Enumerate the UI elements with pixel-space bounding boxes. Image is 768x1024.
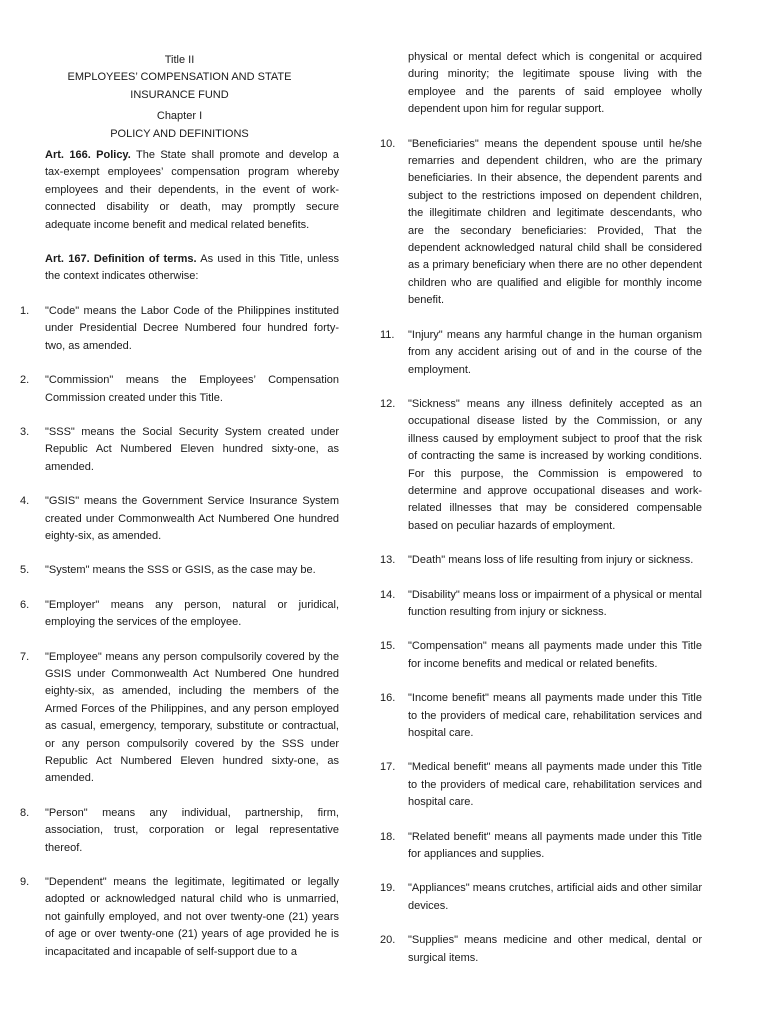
item-number: 13.	[380, 554, 396, 567]
item-number: 10.	[380, 137, 396, 150]
title-subtitle: EMPLOYEES’ COMPENSATION AND STATE INSURANCE FUND	[67, 71, 292, 101]
item-text: "Code" means the Labor Code of the Philippines instituted under Presidential Decree Numbered four hundred forty-two, as amended.	[45, 304, 339, 352]
item-number: 1.	[20, 304, 30, 317]
item-number: 3.	[20, 425, 30, 438]
definition-item	[380, 136, 702, 310]
item-text: "Compensation" means all payments made under this Title for income benefits and medical or related benefits.	[408, 640, 702, 670]
chapter-heading: Chapter I	[156, 110, 203, 123]
definition-item	[20, 597, 339, 632]
definition-item	[380, 638, 702, 673]
item-text: "SSS" means the Social Security System created under Republic Act Numbered Eleven hundred sixty-one, as amended.	[45, 425, 339, 473]
definition-item	[380, 759, 702, 811]
art-166-text: The State shall promote and develop a tax-exempt employees’ compensation program whereby employees and their dependents, in the event of work-connected disability or death, may promptly secure adequate income benefit and medical related benefits.	[45, 149, 340, 231]
item-text: "Medical benefit" means all payments made under this Title to the providers of medical care, rehabilitation services and hospital care.	[408, 761, 702, 809]
art-167-heading: Art. 167. Definition of terms.	[45, 253, 197, 266]
item-text: "Beneficiaries" means the dependent spouse until he/she remarries and dependent children, who are the primary beneficiaries. In their absence, the dependent parents and subject to the restrictions imposed on dependent children, the illegitimate children and legitimate descendants, who are the secondary beneficiaries: Provided, That the dependent acknowledged natural child shall be considered as a primary beneficiary when there are no other dependent children who are qualified and eligible for monthly income benefit.	[408, 137, 702, 307]
art-166-heading: Art. 166. Policy.	[45, 149, 131, 162]
item-text: "Income benefit" means all payments made under this Title to the providers of medical care, rehabilitation services and hospital care.	[408, 692, 702, 739]
art-167-paragraph	[45, 251, 339, 286]
right-column	[380, 0, 702, 967]
definition-item	[380, 880, 702, 915]
definition-item	[20, 424, 339, 476]
definition-item	[380, 552, 702, 569]
item-text: "Supplies" means medicine and other medical, dental or surgical items.	[408, 934, 702, 964]
definition-item	[380, 690, 702, 742]
definition-item	[380, 587, 702, 622]
definition-item	[20, 493, 339, 545]
item-number: 14.	[380, 588, 396, 601]
item-number: 8.	[20, 806, 30, 819]
item-text: "Related benefit" means all payments made under this Title for appliances and supplies.	[408, 830, 702, 861]
item-number: 18.	[380, 830, 396, 843]
item-number: 4.	[20, 495, 30, 508]
definition-item	[380, 829, 702, 864]
chapter-title: POLICY AND DEFINITIONS	[110, 127, 249, 140]
left-column	[20, 0, 339, 961]
item-number: 17.	[380, 761, 396, 774]
definition-item	[20, 874, 339, 961]
item-text: "Sickness" means any illness definitely accepted as an occupational disease listed by the Commission, or any illness caused by employment subject to proof that the risk of contracting the same is increased by working conditions. For this purpose, the Commission is empowered to determine and approve occupational diseases and work-related illnesses that may be considered compensable based on peculiar hazards of employment.	[408, 397, 702, 532]
item-number: 5.	[20, 564, 30, 577]
item-text: "System" means the SSS or GSIS, as the case may be.	[45, 564, 316, 577]
item-text: "Death" means loss of life resulting from injury or sickness.	[408, 554, 694, 567]
item-text: "GSIS" means the Government Service Insurance System created under Commonwealth Act Numbered One hundred eighty-six, as amended.	[45, 495, 339, 542]
item-number: 19.	[380, 882, 396, 895]
art-166-paragraph	[45, 147, 339, 234]
definition-item	[20, 805, 339, 857]
chapter-block	[20, 108, 339, 143]
item-number: 6.	[20, 598, 30, 611]
item-number: 16.	[380, 692, 396, 705]
item-number: 12.	[380, 397, 396, 410]
item-text: "Employer" means any person, natural or juridical, employing the services of the employee.	[45, 598, 339, 629]
definition-item	[20, 562, 339, 579]
item-number: 7.	[20, 650, 30, 663]
item-number: 20.	[380, 934, 396, 947]
item-text: "Person" means any individual, partnership, firm, association, trust, corporation or legal representative thereof.	[45, 806, 339, 854]
definition-item	[20, 303, 339, 355]
definition-item	[20, 372, 339, 407]
definition-item	[380, 396, 702, 535]
title-heading: Title II	[164, 54, 195, 66]
item-text: "Commission" means the Employees’ Compensation Commission created under this Title.	[45, 374, 339, 404]
art-167-text: As used in this Title, unless the context indicates otherwise:	[45, 253, 339, 283]
item-number: 2.	[20, 374, 30, 387]
title-block	[20, 52, 339, 104]
definition-item	[380, 327, 702, 379]
definition-item	[380, 932, 702, 967]
item-text: "Dependent" means the legitimate, legitimated or legally adopted or acknowledged natural child who is unmarried, not gainfully employed, and not over twenty-one (21) years of age or over twenty-one (21) years of age provided he is incapacitated and incapable of self-support due to a	[45, 876, 339, 958]
item-text: "Disability" means loss or impairment of a physical or mental function resulting from injury or sickness.	[408, 588, 702, 618]
item-9-continuation: physical or mental defect which is congenital or acquired during minority; the legitimate spouse living with the employee and the parents of said employee wholly dependent upon him for regular support.	[408, 51, 702, 116]
item-text: "Appliances" means crutches, artificial aids and other similar devices.	[408, 882, 702, 912]
item-number: 9.	[20, 876, 30, 889]
item-number: 15.	[380, 640, 396, 653]
item-text: "Injury" means any harmful change in the human organism from any accident arising out of and in the course of the employment.	[408, 328, 702, 376]
item-text: "Employee" means any person compulsorily covered by the GSIS under Commonwealth Act Numbered One hundred eighty-six, as amended, including the members of the Armed Forces of the Philippines, and any person employed as casual, emergency, temporary, substitute or contractual, or any person compulsorily covered by the SSS under Republic Act Numbered Eleven hundred sixty-one, as amended.	[45, 650, 339, 785]
item-number: 11.	[380, 328, 395, 341]
definition-item	[20, 649, 339, 788]
